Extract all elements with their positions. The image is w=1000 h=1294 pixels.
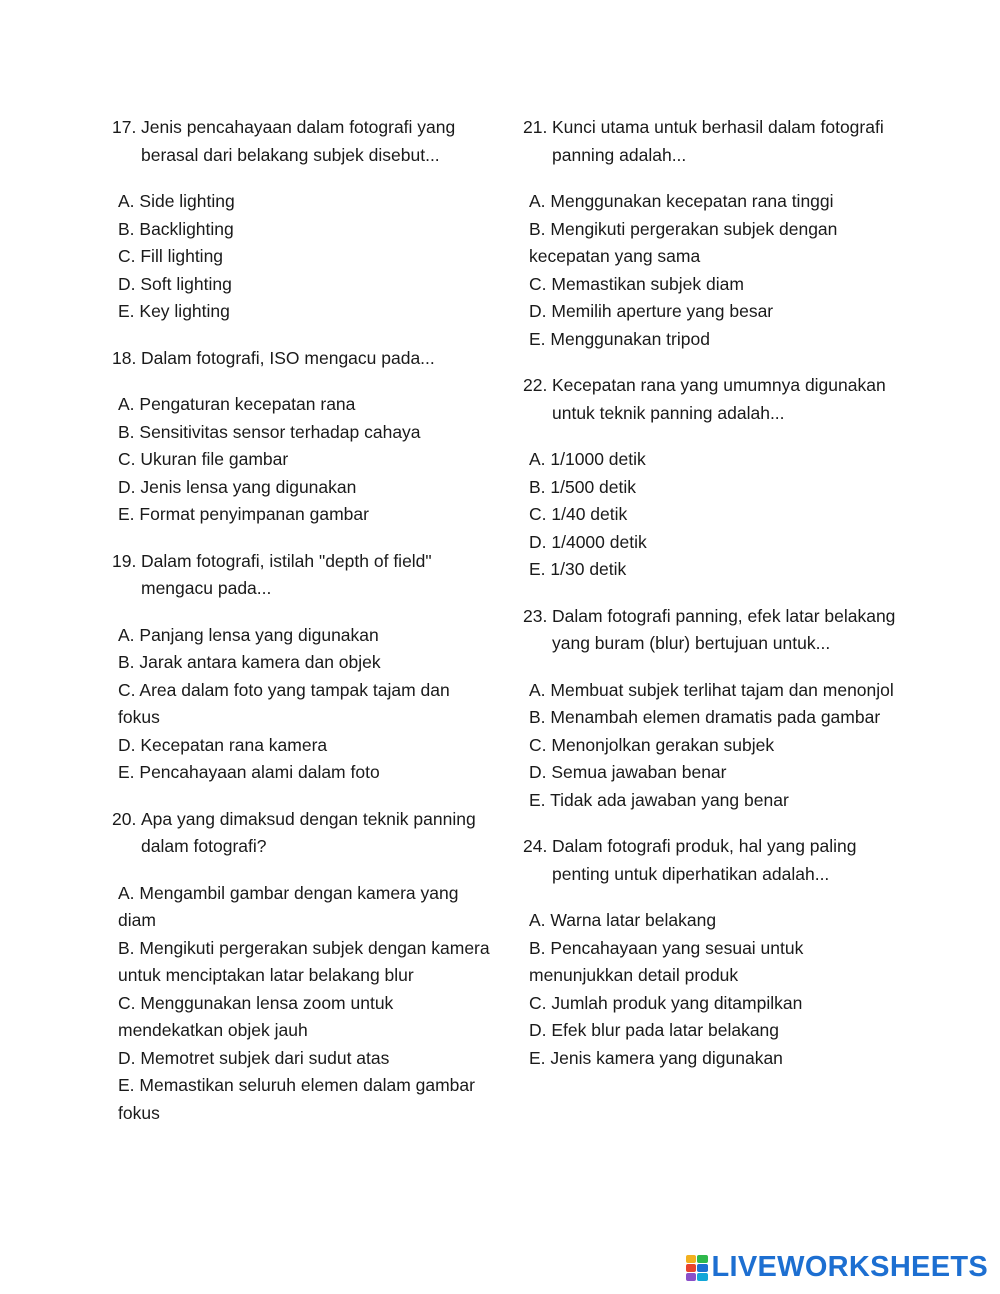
- answer-option: C. 1/40 detik: [529, 504, 628, 524]
- question-block: [523, 114, 903, 353]
- answer-option: D. Kecepatan rana kamera: [118, 734, 328, 755]
- question-number: 21.: [523, 117, 548, 137]
- answer-option: D. Jenis lensa yang digunakan: [118, 476, 357, 497]
- logo-block: [686, 1264, 697, 1272]
- question-text: Dalam fotografi, ISO mengacu pada...: [141, 347, 435, 368]
- answer-option: B. Jarak antara kamera dan objek: [118, 652, 381, 672]
- logo-block: [686, 1255, 697, 1263]
- answer-option: D. Memilih aperture yang besar: [529, 301, 774, 321]
- answer-option: E. Memastikan seluruh elemen dalam gambar fokus: [118, 1075, 475, 1123]
- question-block: [112, 548, 492, 787]
- question-text: Dalam fotografi panning, efek latar belakang yang buram (blur) bertujuan untuk...: [552, 605, 896, 653]
- answer-option: E. 1/30 detik: [529, 559, 627, 579]
- answer-option: D. Soft lighting: [118, 273, 232, 294]
- question-text: Dalam fotografi, istilah "depth of field" mengacu pada...: [141, 550, 432, 598]
- answer-option: B. 1/500 detik: [529, 476, 637, 497]
- question-block: [112, 806, 492, 1128]
- question-text: Kunci utama untuk berhasil dalam fotografi panning adalah...: [552, 117, 884, 165]
- answer-option: A. Side lighting: [118, 191, 235, 211]
- answer-option: A. Panjang lensa yang digunakan: [118, 624, 379, 645]
- question-number: 19.: [112, 550, 137, 571]
- answer-options: [523, 677, 903, 815]
- answer-option: E. Pencahayaan alami dalam foto: [118, 762, 380, 782]
- question-block: [523, 372, 903, 584]
- liveworksheets-logo-icon: [686, 1255, 708, 1281]
- question-header: [112, 345, 492, 373]
- question-text: Dalam fotografi produk, hal yang paling penting untuk diperhatikan adalah...: [552, 836, 857, 884]
- logo-block: [697, 1273, 708, 1281]
- question-number: 22.: [523, 375, 548, 395]
- question-block: [523, 603, 903, 815]
- answer-option: E. Jenis kamera yang digunakan: [529, 1047, 783, 1068]
- answer-option: E. Tidak ada jawaban yang benar: [529, 789, 789, 810]
- question-header: [523, 603, 903, 658]
- answer-option: E. Menggunakan tripod: [529, 328, 710, 349]
- right-question-column: [523, 114, 903, 1091]
- question-number: 23.: [523, 605, 548, 626]
- answer-option: A. Membuat subjek terlihat tajam dan menonjol: [529, 679, 894, 700]
- answer-options: [112, 880, 492, 1128]
- answer-option: D. Memotret subjek dari sudut atas: [118, 1047, 390, 1068]
- logo-block: [697, 1255, 708, 1263]
- answer-option: C. Menonjolkan gerakan subjek: [529, 734, 775, 755]
- logo-block: [686, 1273, 697, 1281]
- answer-options: [112, 188, 492, 326]
- question-text: Kecepatan rana yang umumnya digunakan untuk teknik panning adalah...: [552, 375, 886, 423]
- answer-options: [112, 391, 492, 529]
- liveworksheets-brand: [686, 1251, 989, 1284]
- question-header: [523, 372, 903, 427]
- answer-option: A. Warna latar belakang: [529, 910, 717, 930]
- question-number: 18.: [112, 347, 137, 368]
- answer-option: A. 1/1000 detik: [529, 449, 646, 469]
- answer-options: [523, 907, 903, 1072]
- answer-option: C. Jumlah produk yang ditampilkan: [529, 992, 803, 1013]
- question-number: 24.: [523, 836, 548, 856]
- answer-option: A. Mengambil gambar dengan kamera yang diam: [118, 882, 459, 930]
- answer-option: A. Menggunakan kecepatan rana tinggi: [529, 191, 834, 211]
- brand-name: LIVEWORKSHEETS: [711, 1251, 988, 1283]
- answer-option: E. Key lighting: [118, 301, 230, 321]
- left-question-column: [112, 114, 492, 1146]
- question-header: [112, 114, 492, 169]
- answer-option: C. Menggunakan lensa zoom untuk mendekatkan objek jauh: [118, 992, 394, 1040]
- answer-option: B. Sensitivitas sensor terhadap cahaya: [118, 421, 421, 442]
- logo-block: [697, 1264, 708, 1272]
- question-header: [112, 548, 492, 603]
- question-number: 17.: [112, 117, 137, 137]
- answer-option: C. Area dalam foto yang tampak tajam dan fokus: [118, 679, 450, 727]
- answer-options: [523, 188, 903, 353]
- answer-option: B. Mengikuti pergerakan subjek dengan kecepatan yang sama: [529, 218, 838, 266]
- question-header: [523, 833, 903, 888]
- question-block: [112, 345, 492, 529]
- answer-option: D. Semua jawaban benar: [529, 762, 727, 782]
- answer-option: E. Format penyimpanan gambar: [118, 504, 369, 524]
- answer-option: C. Ukuran file gambar: [118, 449, 289, 469]
- answer-option: B. Backlighting: [118, 218, 234, 239]
- answer-option: B. Pencahayaan yang sesuai untuk menunjukkan detail produk: [529, 937, 804, 985]
- question-text: Jenis pencahayaan dalam fotografi yang berasal dari belakang subjek disebut...: [141, 117, 456, 165]
- answer-option: C. Memastikan subjek diam: [529, 273, 744, 294]
- question-block: [523, 833, 903, 1072]
- answer-option: C. Fill lighting: [118, 246, 224, 266]
- question-block: [112, 114, 492, 326]
- question-number: 20.: [112, 808, 137, 829]
- question-header: [112, 806, 492, 861]
- answer-option: D. 1/4000 detik: [529, 531, 647, 552]
- question-text: Apa yang dimaksud dengan teknik panning dalam fotografi?: [141, 808, 476, 856]
- answer-option: B. Mengikuti pergerakan subjek dengan kamera untuk menciptakan latar belakang blur: [118, 937, 490, 985]
- answer-option: A. Pengaturan kecepatan rana: [118, 394, 356, 414]
- answer-option: B. Menambah elemen dramatis pada gambar: [529, 707, 881, 727]
- answer-options: [523, 446, 903, 584]
- question-header: [523, 114, 903, 169]
- answer-options: [112, 622, 492, 787]
- answer-option: D. Efek blur pada latar belakang: [529, 1020, 780, 1040]
